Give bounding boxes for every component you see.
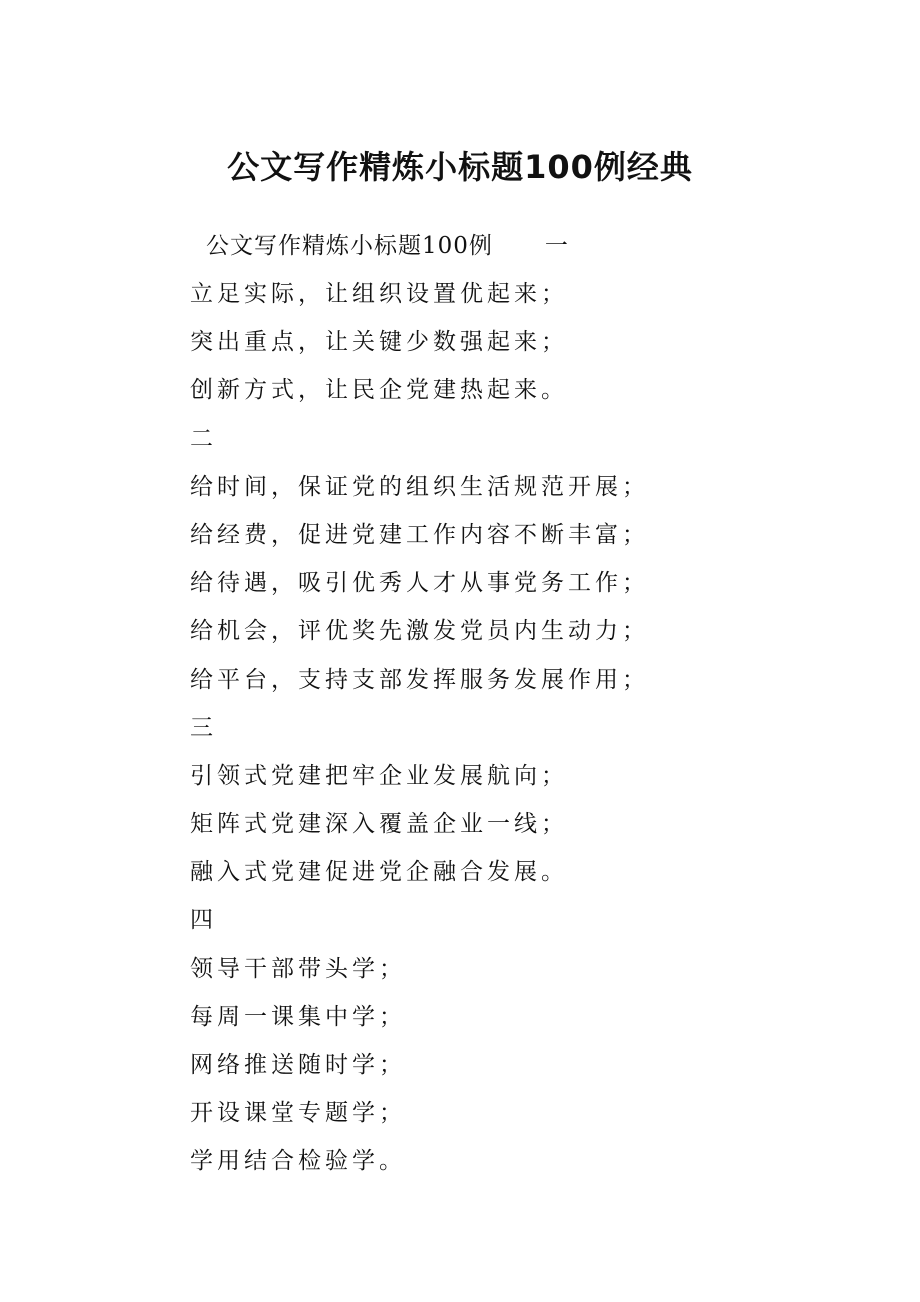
text-line: 创新方式，让民企党建热起来。 (190, 377, 568, 404)
document-title: 公文写作精炼小标题100例经典 (227, 148, 693, 186)
section-number: 一 (544, 233, 569, 259)
content-lines (190, 272, 649, 1188)
text-line: 突出重点，让关键少数强起来； (190, 329, 568, 356)
text-line: 引领式党建把牢企业发展航向； (190, 762, 568, 789)
text-line: 矩阵式党建深入覆盖企业一线； (190, 811, 568, 838)
text-line: 学用结合检验学。 (190, 1148, 406, 1175)
text-line: 每周一课集中学； (190, 1003, 406, 1030)
text-line: 网络推送随时学； (190, 1052, 406, 1078)
text-line: 开设课堂专题学； (190, 1100, 406, 1127)
text-line: 给时间，保证党的组织生活规范开展； (190, 473, 649, 500)
text-line: 给待遇，吸引优秀人才从事党务工作； (190, 570, 649, 597)
text-line: 给经费，促进党建工作内容不断丰富； (190, 521, 649, 548)
section-number: 四 (190, 907, 217, 934)
text-line: 立足实际，让组织设置优起来； (190, 281, 568, 307)
text-line: 融入式党建促进党企融合发展。 (190, 859, 568, 886)
text-line: 给机会，评优奖先激发党员内生动力； (190, 618, 649, 645)
section-number: 三 (190, 714, 217, 741)
text-line: 给平台，支持支部发挥服务发展作用； (190, 666, 649, 693)
section-number: 二 (190, 425, 217, 452)
text-line: 领导干部带头学； (190, 955, 406, 982)
intro-line (206, 224, 569, 268)
intro-text: 公文写作精炼小标题100例 (206, 233, 493, 259)
